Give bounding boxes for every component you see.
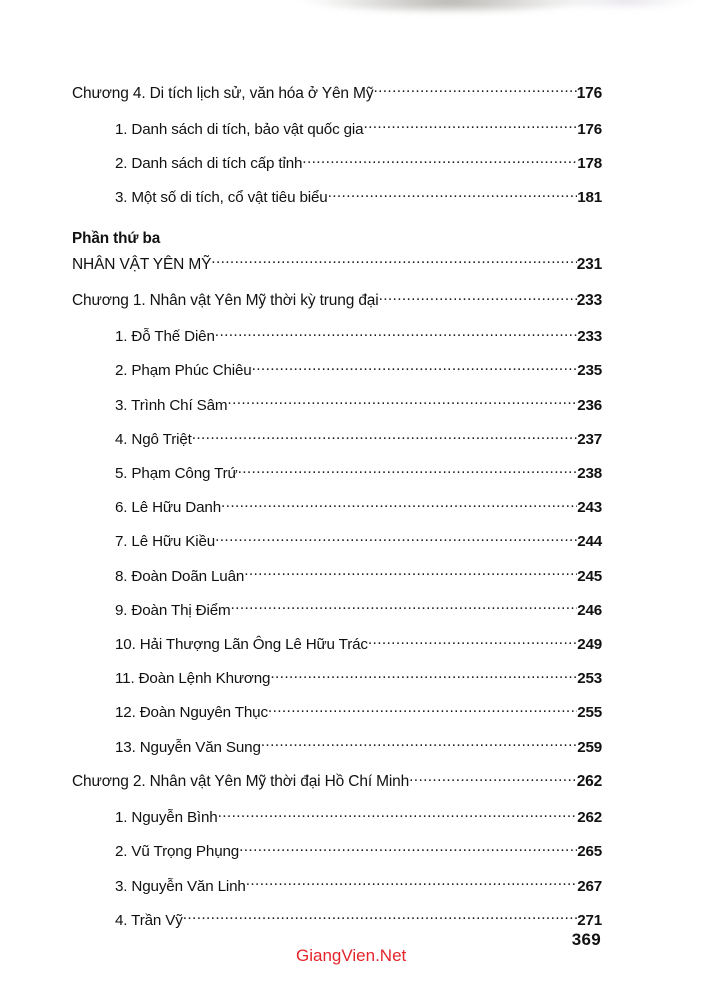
toc-entry-label: 3. Trình Chí Sâm xyxy=(115,396,228,414)
toc-entry-label: Chương 4. Di tích lịch sử, văn hóa ở Yên Mỹ xyxy=(72,84,374,102)
toc-entry-label: 2. Vũ Trọng Phụng xyxy=(115,843,240,861)
toc-part-title-entry[interactable] xyxy=(72,253,602,274)
page-number: 369 xyxy=(571,930,601,949)
scan-shadow-artifact-secondary xyxy=(555,0,695,8)
toc-entry-label: 2. Danh sách di tích cấp tỉnh xyxy=(115,154,303,172)
dot-leader xyxy=(192,429,578,444)
toc-item-entry[interactable] xyxy=(115,634,602,653)
dot-leader xyxy=(218,807,578,822)
toc-item-entry[interactable] xyxy=(115,360,602,379)
toc-item-entry[interactable] xyxy=(115,702,602,721)
toc-entry-page-number: 255 xyxy=(577,704,602,722)
toc-entry-page-number: 236 xyxy=(577,396,602,414)
toc-item-entry[interactable] xyxy=(115,841,602,860)
dot-leader xyxy=(379,290,577,306)
toc-entry-page-number: 253 xyxy=(577,670,602,688)
dot-leader xyxy=(252,360,578,375)
dot-leader xyxy=(268,702,577,717)
dot-leader xyxy=(373,82,576,98)
toc-item-entry[interactable] xyxy=(115,463,602,482)
dot-leader xyxy=(244,565,577,580)
toc-entry-label: 4. Ngô Triệt xyxy=(115,430,192,448)
toc-entry-page-number: 237 xyxy=(577,430,602,448)
toc-entry-label: 2. Phạm Phúc Chiêu xyxy=(115,362,252,380)
toc-entry-page-number: 244 xyxy=(577,533,602,551)
toc-entry-label: 7. Lê Hữu Kiều xyxy=(115,533,216,551)
toc-entry-label: NHÂN VẬT YÊN MỸ xyxy=(72,255,212,273)
toc-entry-page-number: 233 xyxy=(576,292,602,310)
scan-shadow-artifact xyxy=(300,0,600,12)
toc-item-entry[interactable] xyxy=(115,119,602,138)
toc-entry-label: 6. Lê Hữu Danh xyxy=(115,499,222,517)
toc-entry-page-number: 178 xyxy=(577,154,602,172)
toc-entry-page-number: 259 xyxy=(577,738,602,756)
dot-leader xyxy=(302,153,577,168)
toc-entry-page-number: 231 xyxy=(576,255,602,273)
toc-item-entry[interactable] xyxy=(115,394,602,413)
toc-part-heading: Phần thứ ba xyxy=(72,230,161,248)
toc-item-entry[interactable] xyxy=(115,600,602,619)
table-of-contents xyxy=(72,82,602,944)
toc-item-entry[interactable] xyxy=(115,429,602,448)
toc-item-entry[interactable] xyxy=(115,153,602,172)
toc-item-entry[interactable] xyxy=(115,736,602,755)
dot-leader xyxy=(227,394,577,409)
toc-item-entry[interactable] xyxy=(115,497,602,516)
toc-entry-page-number: 262 xyxy=(577,809,602,827)
toc-entry-page-number: 181 xyxy=(577,189,602,207)
toc-chapter-entry[interactable] xyxy=(72,290,602,311)
toc-item-entry[interactable] xyxy=(115,326,602,345)
watermark-giangvien-net: GiangVien.Net xyxy=(296,946,407,965)
toc-entry-label: 8. Đoàn Doãn Luân xyxy=(115,567,245,585)
toc-entry-label: 11. Đoàn Lệnh Khương xyxy=(115,670,271,688)
toc-entry-page-number: 243 xyxy=(577,499,602,517)
dot-leader xyxy=(211,253,576,269)
toc-entry-page-number: 235 xyxy=(577,362,602,380)
toc-chapter-entry[interactable] xyxy=(72,82,602,103)
toc-entry-label: Chương 2. Nhân vật Yên Mỹ thời đại Hồ Chí Minh xyxy=(72,773,410,790)
dot-leader xyxy=(215,326,577,341)
dot-leader xyxy=(368,634,577,649)
toc-entry-page-number: 262 xyxy=(576,773,602,790)
dot-leader xyxy=(231,600,578,615)
toc-item-entry[interactable] xyxy=(115,187,602,206)
dot-leader xyxy=(239,841,577,856)
toc-entry-label: 9. Đoàn Thị Điểm xyxy=(115,601,231,619)
toc-item-entry[interactable] xyxy=(115,807,602,826)
dot-leader xyxy=(409,771,577,787)
toc-entry-label: 3. Một số di tích, cổ vật tiêu biểu xyxy=(115,189,328,207)
toc-entry-label: 5. Phạm Công Trứ xyxy=(115,465,238,482)
dot-leader xyxy=(270,668,577,683)
toc-entry-label: 12. Đoàn Nguyên Thục xyxy=(115,704,268,722)
toc-entry-page-number: 271 xyxy=(577,911,602,929)
dot-leader xyxy=(363,119,577,134)
toc-entry-label: 1. Danh sách di tích, bảo vật quốc gia xyxy=(115,120,364,138)
toc-entry-page-number: 246 xyxy=(577,601,602,619)
dot-leader xyxy=(221,497,577,512)
toc-entry-label: 3. Nguyễn Văn Linh xyxy=(115,877,246,895)
dot-leader xyxy=(238,463,578,478)
toc-entry-page-number: 265 xyxy=(577,843,602,861)
toc-item-entry[interactable] xyxy=(115,875,602,894)
dot-leader xyxy=(246,875,578,890)
toc-entry-page-number: 249 xyxy=(577,635,602,653)
toc-item-entry[interactable] xyxy=(115,910,602,929)
dot-leader xyxy=(328,187,578,202)
toc-entry-page-number: 233 xyxy=(577,328,602,346)
dot-leader xyxy=(215,531,577,546)
toc-entry-label: 1. Nguyễn Bình xyxy=(115,809,218,827)
toc-entry-label: 1. Đỗ Thế Diên xyxy=(115,328,215,346)
toc-entry-page-number: 267 xyxy=(577,877,602,895)
toc-entry-page-number: 176 xyxy=(576,84,602,102)
dot-leader xyxy=(261,736,577,751)
toc-entry-label: Chương 1. Nhân vật Yên Mỹ thời kỳ trung đại xyxy=(72,292,379,310)
toc-chapter-entry[interactable] xyxy=(72,771,602,792)
toc-item-entry[interactable] xyxy=(115,668,602,687)
toc-entry-page-number: 176 xyxy=(577,120,602,138)
toc-entry-page-number: 245 xyxy=(577,567,602,585)
toc-item-entry[interactable] xyxy=(115,531,602,550)
toc-entry-label: 4. Trần Vỹ xyxy=(115,911,183,929)
dot-leader xyxy=(183,910,578,925)
toc-entry-page-number: 238 xyxy=(577,465,602,482)
toc-entry-label: 13. Nguyễn Văn Sung xyxy=(115,738,261,756)
toc-entry-label: 10. Hải Thượng Lãn Ông Lê Hữu Trác xyxy=(115,635,368,653)
toc-item-entry[interactable] xyxy=(115,565,602,584)
